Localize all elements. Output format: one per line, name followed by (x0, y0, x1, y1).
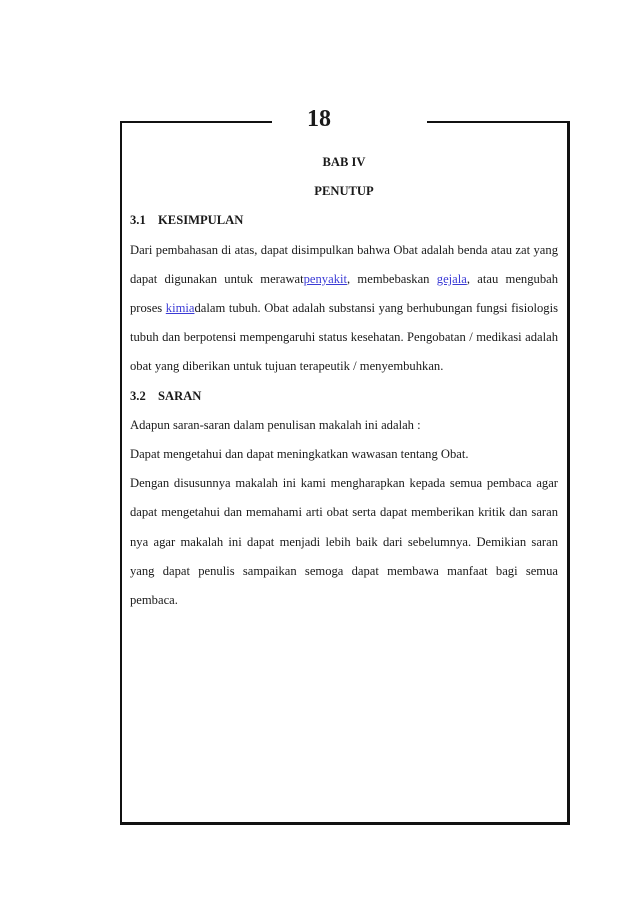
section-title: SARAN (158, 388, 202, 403)
chapter-title: PENUTUP (314, 184, 374, 199)
page-number: 18 (307, 106, 331, 132)
chapter-label: BAB IV (322, 155, 366, 169)
paragraph-text: , atau mengubah proses (130, 271, 558, 316)
kesimpulan-paragraph (130, 236, 558, 382)
section-number: 3.2 (130, 388, 146, 403)
paragraph-text: , membebaskan (347, 271, 437, 286)
paragraph-text: dalam tubuh. Obat adalah substansi yang berhubungan fungsi fisiologis tubuh dan berpotensi mempengaruhi status kesehatan. Pengobatan / medikasi adalah obat yang diberikan untuk tujuan terapeutik / menyembuhkan. (130, 301, 558, 374)
saran-paragraph: Dengan disusunnya makalah ini kami mengharapkan kepada semua pembaca agar dapat mengetahui dan memahami arti obat serta dapat memberikan kritik dan saran nya agar makalah ini dapat menjadi lebih baik dari sebelumnya. Demikian saran yang dapat penulis sampaikan semoga dapat membawa manfaat bagi semua pembaca. (130, 476, 558, 608)
saran-item: Dapat mengetahui dan dapat meningkatkan wawasan tentang Obat. (130, 447, 469, 462)
section-number: 3.1 (130, 213, 146, 228)
section-heading-kesimpulan (130, 206, 558, 235)
link-gejala[interactable]: gejala (436, 271, 467, 286)
page-content (130, 148, 558, 615)
link-kimia[interactable]: kimia (165, 301, 195, 316)
saran-intro: Adapun saran-saran dalam penulisan makalah ini adalah : (130, 417, 421, 432)
section-heading-saran (130, 382, 558, 411)
section-title: KESIMPULAN (158, 213, 244, 228)
paragraph-text: Dari pembahasan di atas, dapat disimpulkan bahwa Obat adalah benda atau zat yang dapat digunakan untuk merawat (130, 242, 558, 286)
link-penyakit[interactable]: penyakit (303, 271, 347, 286)
